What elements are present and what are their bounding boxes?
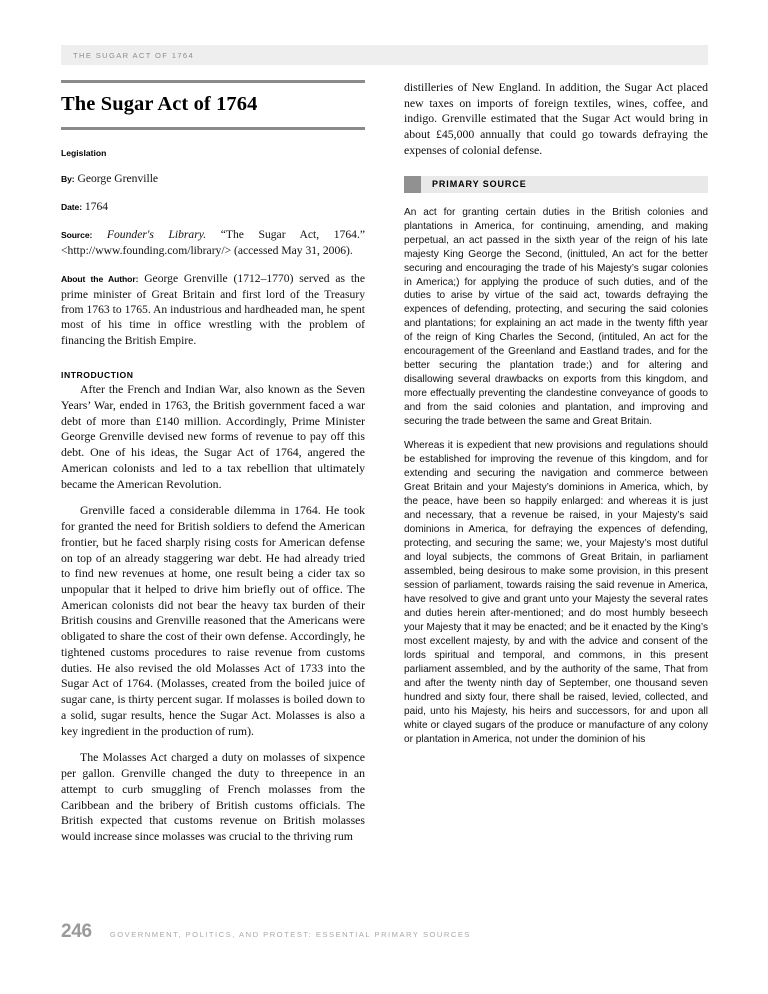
source-label: Source: [61, 230, 90, 241]
running-head-text: THE SUGAR ACT OF 1764: [73, 50, 195, 60]
introduction-paragraph-3: The Molasses Act charged a duty on molasses of sixpence per gallon. Grenville changed the duty to threepence in an attempt to curb smuggling of French molasses from the Caribbean and the bribery of British customs officials. The British expected that customs revenue on British molasses would increase since molasses was crucial to the thriving rum: [61, 750, 365, 843]
source-line: [61, 227, 365, 258]
about-author-text: George Grenville (1712–1770) served as the prime minister of Great Britain and first lord of the Treasury from 1763 to 1765. An industrious and hardheaded man, he spent most of his time in office wrestling with the problem of financing the British Empire.: [61, 272, 365, 347]
title-rule-top: [61, 80, 365, 83]
primary-source-label: PRIMARY SOURCE: [432, 179, 527, 190]
about-author-label-colon: :: [135, 274, 139, 285]
right-column: [404, 80, 708, 910]
footer-book-title: GOVERNMENT, POLITICS, AND PROTEST: ESSENTIAL PRIMARY SOURCES: [109, 930, 471, 939]
primary-source-paragraph-2: Whereas it is expedient that new provisions and regulations should be established for improving the revenue of this kingdom, and for extending and securing the navigation and commerce between Great Britain and your Majesty’s dominions in America, which, by the peace, have been so happily enlarged: and whereas it is just and necessary, that a revenue be raised, in your Majesty’s said dominions in America, for defraying the expences of defending, protecting, and securing the same; we, your Majesty’s most dutiful and loyal subjects, the commons of Great Britain, in parliament assembled, being desirous to make some provision, in this present session of parliament, towards raising the said revenue in America, have resolved to give and grant unto your Majesty the several rates and duties herein after-mentioned; and do most humbly beseech your Majesty that it may be enacted; and be it enacted by the King’s most excellent majesty, by and with the advice and consent of the lords spiritual and temporal, and commons, in this present parliament assembled, and by the authority of the same, That from and after the twenty ninth day of September, one thousand seven hundred and sixty four, there shall be raised, levied, collected, and paid, unto his Majesty, his heirs and successors, for and upon all white or clayed sugars of the produce or manufacture of any colony or plantation in America, not under the dominion of his: [404, 440, 708, 745]
running-head: [61, 45, 708, 65]
square-swatch-icon: [404, 176, 421, 193]
left-column: [61, 80, 365, 910]
two-column-body: [61, 80, 708, 910]
introduction-paragraph-4-continued: distilleries of New England. In addition, the Sugar Act placed new taxes on imports of foreign textiles, wines, coffee, and indigo. Grenville estimated that the Sugar Act would bring in about £45,000 annually that could go towards defraying the expenses of colonial defense.: [404, 80, 708, 157]
introduction-paragraph-1: After the French and Indian War, also known as the Seven Years’ War, ended in 1763, the British government faced a war debt of more than £140 million. Accordingly, Prime Minister George Grenville devised new forms of revenue to pay off this debt. One of his ideas, the Sugar Act of 1764, angered the American colonists and led to a tax rebellion that ultimately became the American Revolution.: [61, 382, 365, 491]
primary-source-paragraph-1: An act for granting certain duties in the British colonies and plantations in America, for continuing, amending, and making perpetual, an act passed in the sixth year of the reign of his late majesty King George the Second, (inittuled, An act for the better securing and encouraging the trade of his Majesty’s sugar colonies in America;) for applying the produce of such duties, and of the duties to arise by virtue of the said act, towards defraying the expences of defending, protecting, and securing the said colonies and plantations; for explaining an act made in the twenty fifth year of the reign of King Charles the Second, (intituled, An act for the encouragement of the Greenland and Eastland trades, and for the better securing the plantation trade;) and for altering and disallowing several drawbacks on exports from this kingdom, and more effectually preventing the clandestine conveyance of goods to and from the said colonies and plantation, and improving and securing the trade between the same and Great Britain.: [404, 206, 708, 428]
page-number: 246: [61, 921, 92, 942]
primary-source-header: [404, 176, 708, 193]
author-label-colon: :: [71, 173, 75, 184]
date-line: [61, 199, 365, 214]
date-value: 1764: [84, 199, 109, 213]
source-citation: “The Sugar Act, 1764.” <http://www.founding.com/library/> (accessed May 31, 2006).: [61, 228, 365, 257]
introduction-paragraph-2: Grenville faced a considerable dilemma in 1764. He took for granted the need for British soldiers to defend the American frontier, but he faced sharply rising costs for American defense on top of an already staggering war debt. He had already tried to find new revenues at home, one result being a cider tax so unpopular that it helped to drive him briefly out of office. The American colonists did not bear the heavy tax burden of their British cousins and Grenville reasoned that the Americans were obligated to share the cost of their own defense. Accordingly, he tightened customs procedures to raise revenue from customs duties. He also revised the old Molasses Act of 1733 into the Sugar Act of 1764. (Molasses, created from the boiled juice of sugar cane, is thirty percent sugar. If molasses is boiled down to a solid, sugar results, hence the Sugar Act. Molasses is also a key ingredient in the production of rum).: [61, 503, 365, 738]
article-kind: Legislation: [61, 147, 107, 158]
author-line: [61, 171, 365, 186]
page-title: The Sugar Act of 1764: [61, 93, 258, 115]
date-label-colon: :: [79, 201, 82, 212]
author-label: By: [61, 173, 72, 184]
about-author-label: About the Author: [61, 274, 136, 285]
author-value: George Grenville: [77, 171, 159, 185]
introduction-heading: INTRODUCTION: [61, 370, 134, 381]
title-rule-bottom: [61, 127, 365, 130]
source-label-colon: :: [89, 230, 93, 241]
about-author-line: [61, 271, 365, 348]
page-footer: [61, 921, 708, 947]
source-publication: Founder's Library.: [106, 228, 207, 242]
date-label: Date: [61, 201, 80, 212]
